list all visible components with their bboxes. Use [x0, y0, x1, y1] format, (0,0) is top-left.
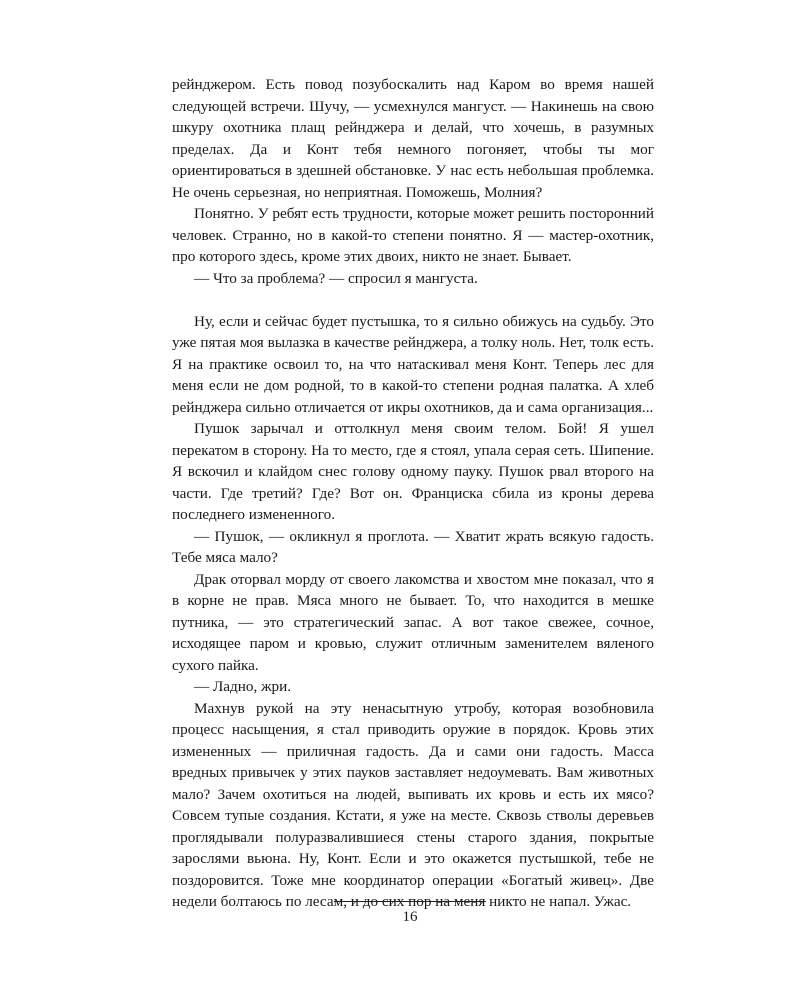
page-body-text: [172, 74, 654, 913]
paragraph-7: Драк оторвал морду от своего лакомства и хвостом мне показал, что я в корне не прав. Мяса много не бывает. То, что находится в мешке путника, — это стратегический запас. А вот такое свежее, сочное, исходящее паром и кровью, служит отличным заменителем вяленого сухого пайка.: [172, 570, 654, 674]
footer-rule: [334, 901, 486, 902]
paragraph-6: — Пушок, — окликнул я проглота. — Хватит жрать всякую гадость. Тебе мяса мало?: [172, 527, 654, 566]
paragraph-9: Махнув рукой на эту ненасытную утробу, которая возобновила процесс насыщения, я стал приводить оружие в порядок. Кровь этих измененных — приличная гадость. Да и сами они гадость. Масса вредных привычек у этих пауков заставляет недоумевать. Вам животных мало? Зачем охотиться на людей, выпивать их кровь и есть их мясо? Совсем тупые создания. Кстати, я уже на месте. Сквозь стволы деревьев проглядывали полуразвалившиеся стены старого здания, покрытые зарослями вьюна. Ну, Конт. Если и это окажется пустышкой, тебе не поздоровится. Тоже мне координатор операции «Богатый живец». Две недели болтаюсь по лесам, и до сих пор на меня никто не напал. Ужас.: [172, 699, 654, 910]
paragraph-8: — Ладно, жри.: [194, 678, 292, 695]
paragraph-3: — Что за проблема? — спросил я мангуста.: [194, 269, 478, 287]
page-number: 16: [402, 909, 418, 925]
paragraph-5: Пушок зарычал и оттолкнул меня своим телом. Бой! Я ушел перекатом в сторону. На то место, где я стоял, упала серая сеть. Шипение. Я вскочил и клайдом снес голову одному пауку. Пушок рвал второго на части. Где третий? Где? Вот он. Франциска сбила из кроны дерева последнего измененного.: [172, 420, 654, 523]
paragraph-1: рейнджером. Есть повод позубоскалить над Каром во время нашей следующей встречи. Шучу, — усмехнулся мангуст. — Накинешь на свою шкуру охотника плащ рейнджера и делай, что хочешь, в разумных пределах. Да и Конт тебя немного погоняет, чтобы ты мог ориентироваться в здешней обстановке. У нас есть небольшая проблемка. Не очень серьезная, но неприятная. Поможешь, Молния?: [172, 76, 654, 201]
paragraph-4: Ну, если и сейчас будет пустышка, то я сильно обижусь на судьбу. Это уже пятая моя вылазка в качестве рейнджера, а толку ноль. Нет, толк есть. Я на практике освоил то, на что натаскивал меня Конт. Теперь лес для меня если не дом родной, то в какой-то степени родная палатка. А хлеб рейнджера сильно отличается от икры охотников, да и сама организация...: [172, 312, 654, 416]
paragraph-2: Понятно. У ребят есть трудности, которые может решить посторонний человек. Странно, но в какой-то степени понятно. Я — мастер-охотник, про которого здесь, кроме этих двоих, никто не знает. Бывает.: [172, 205, 654, 265]
